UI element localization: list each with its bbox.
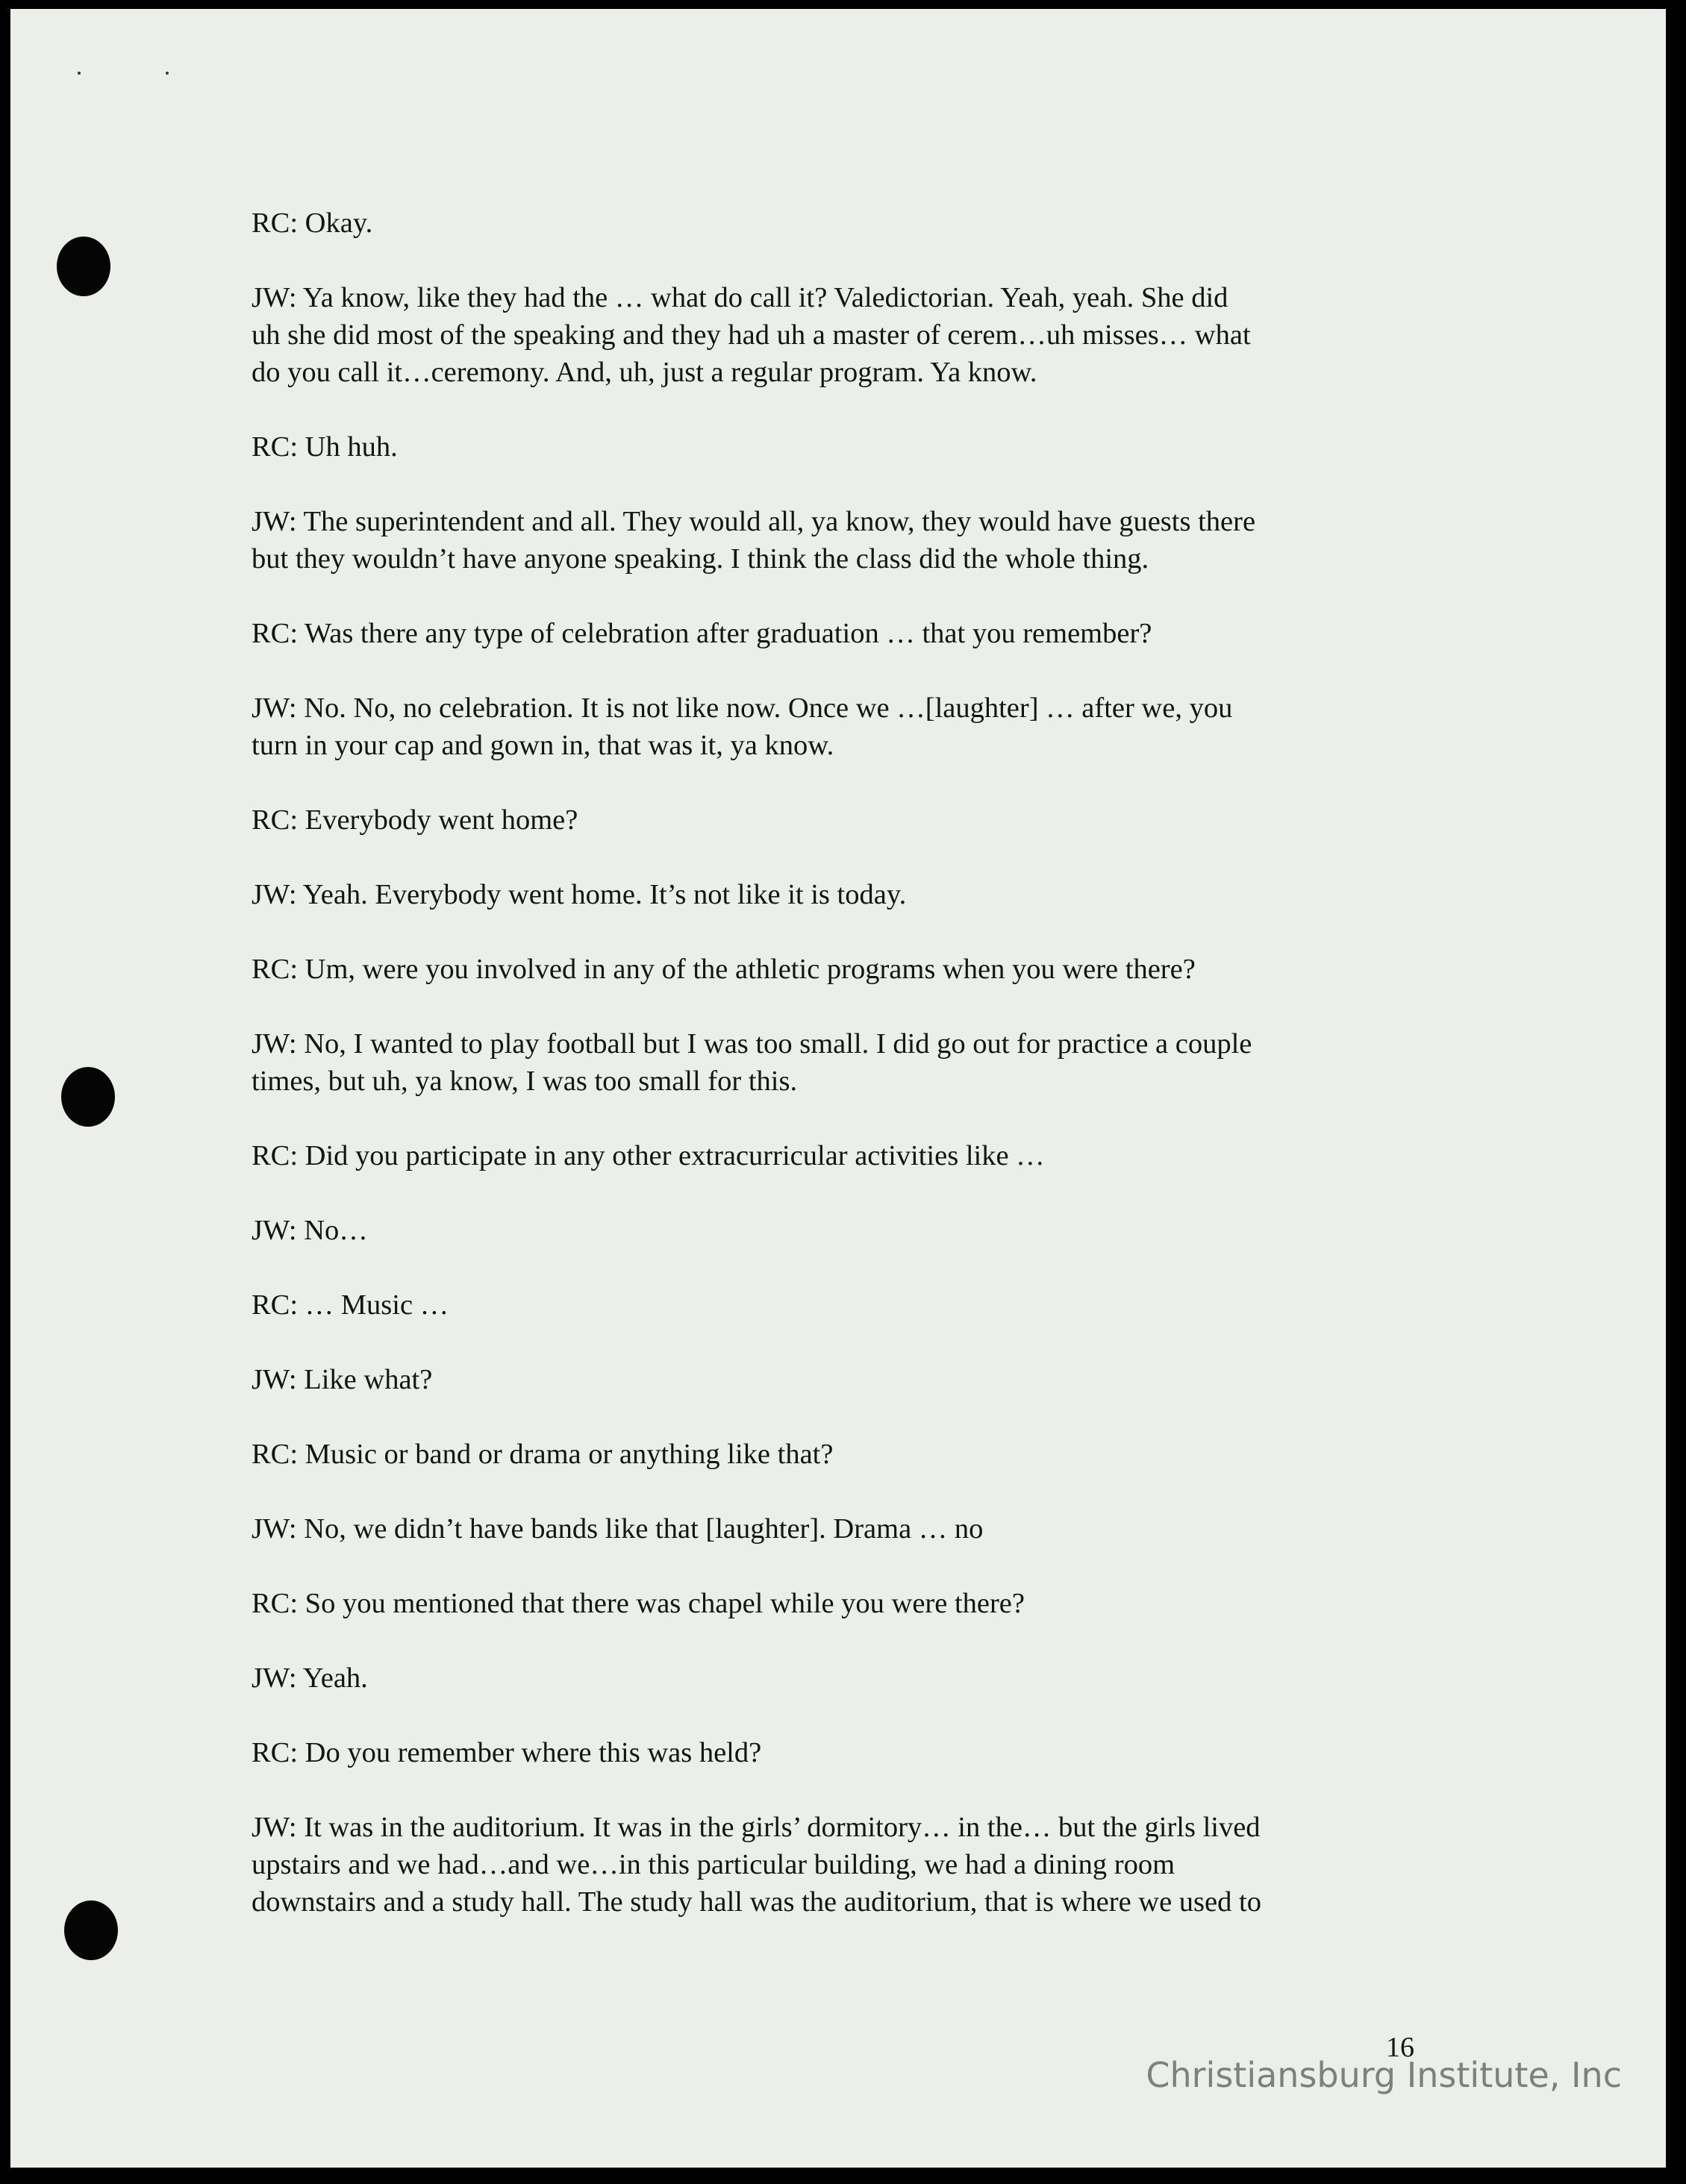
transcript-turn: JW: The superintendent and all. They would all, ya know, they would have guests there but they wouldn’t have anyone speaking. I think the class did the whole thing. — [252, 506, 1256, 575]
transcript-turn: JW: It was in the auditorium. It was in the girls’ dormitory… in the… but the girls lived upstairs and we had…and we…in this particular building, we had a dining room downstairs and a study hall. The study hall was the auditorium, that is where we used to — [252, 1812, 1261, 1918]
transcript-turn: JW: No, I wanted to play football but I was too small. I did go out for practice a couple times, but uh, ya know, I was too small for this. — [252, 1028, 1252, 1097]
transcript-turn: RC: Okay. — [252, 207, 373, 239]
punch-hole-bottom — [64, 1900, 118, 1960]
transcript-turn: RC: Did you participate in any other extracurricular activities like … — [252, 1140, 1045, 1171]
transcript-turn: RC: Do you remember where this was held? — [252, 1737, 762, 1768]
paper-speck — [78, 72, 81, 75]
document-page — [10, 9, 1666, 2168]
transcript-turn: JW: No. No, no celebration. It is not like now. Once we …[laughter] … after we, you turn in your cap and gown in, that was it, ya know. — [252, 692, 1233, 761]
transcript-turn: RC: … Music … — [252, 1289, 449, 1321]
transcript-turn: JW: Like what? — [252, 1364, 433, 1395]
transcript-turn: JW: No, we didn’t have bands like that [laughter]. Drama … no — [252, 1513, 984, 1545]
transcript-turn: JW: Yeah. Everybody went home. It’s not like it is today. — [252, 879, 907, 910]
watermark: Christiansburg Institute, Inc — [1146, 2055, 1622, 2095]
page-number: 16 — [1386, 2032, 1414, 2063]
transcript-turn: JW: Yeah. — [252, 1662, 368, 1694]
punch-hole-middle — [61, 1067, 115, 1127]
transcript-turn: RC: Everybody went home? — [252, 804, 578, 836]
punch-hole-top — [57, 237, 110, 296]
transcript-turn: RC: Was there any type of celebration after graduation … that you remember? — [252, 618, 1152, 649]
interview-transcript — [252, 204, 1490, 1958]
transcript-turn: RC: Um, were you involved in any of the athletic programs when you were there? — [252, 954, 1196, 985]
transcript-turn: RC: Music or band or drama or anything like that? — [252, 1439, 834, 1470]
transcript-turn: RC: So you mentioned that there was chapel while you were there? — [252, 1588, 1025, 1619]
transcript-turn: JW: Ya know, like they had the … what do call it? Valedictorian. Yeah, yeah. She did uh she did most of the speaking and they had uh a master of cerem…uh misses… what do you call it…ceremony. And, uh, just a regular program. Ya know. — [252, 282, 1251, 388]
transcript-turn: JW: No… — [252, 1215, 368, 1246]
transcript-turn: RC: Uh huh. — [252, 431, 398, 463]
paper-speck — [166, 72, 169, 75]
